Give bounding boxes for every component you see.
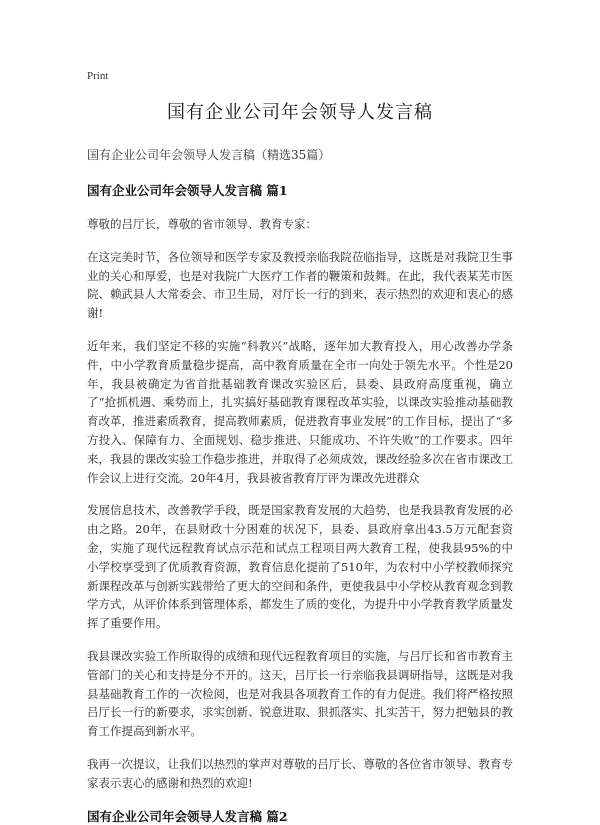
- document-subtitle: 国有企业公司年会领导人发言稿（精选35篇）: [87, 148, 331, 162]
- paragraph-salutation: 尊敬的吕厅长，尊敬的省市领导、教育专家：: [87, 217, 317, 231]
- print-link[interactable]: Print: [87, 70, 109, 82]
- section-heading-1: 国有企业公司年会领导人发言稿 篇1: [87, 183, 288, 198]
- paragraph-achievements: 我县课改实验工作所取得的成绩和现代远程教育项目的实施，与吕厅长和省市教育主管部门的关心和支持是分不开的。这天，吕厅长一行亲临我县调研指导，这既是对我县基础教育工作的一次检阅，也是对我县各项教育工作的有力促进。我们将严格按照吕厅长一行的新要求，求实创新、锐意进取、狠抓落实、扎实苦干，努力把勉县的教育工作提高到新水平。: [87, 648, 513, 739]
- paragraph-reform: 近年来，我们坚定不移的实施“科教兴”战略，逐年加大教育投入，用心改善办学条件，中小学教育质量稳步提高，高中教育质量在全市一向处于领先水平。个性是20年，我县被确定为省首批基础教育课改实验区后，县委、县政府高度重视，确立了“抢抓机遇、乘势而上，扎实搞好基础教育课程改革实验，以课改实验推动基础教育改革，推进素质教育，提高教师素质，促进教育事业发展”的工作目标，提出了“多方投入、保障有力、全面规划、稳步推进、只能成功、不许失败”的工作要求。四年来，我县的课改实验工作稳步推进，并取得了必须成效，课改经验多次在省市课改工作会议上进行交流。20年4月，我县被省教育厅评为课改先进群众: [87, 338, 513, 485]
- paragraph-technology: 发展信息技术，改善教学手段，既是国家教育发展的大趋势，也是我县教育发展的必由之路。20年，在县财政十分困难的状况下，县委、县政府拿出43.5万元配套资金，实施了现代远程教育试点示范和试点工程项目两大教育工程，使我县95%的中小学校享受到了优质教育资源，教育信息化提前了510年，为农村中小学校教师探究新课程改革与创新实践带给了更大的空间和条件，更使我县中小学校从教育观念到教学方式，从评价体系到管理体系，都发生了质的变化，为提升中小学教育教学质量发挥了重要作用。: [87, 503, 513, 631]
- paragraph-closing: 我再一次提议，让我们以热烈的掌声对尊敬的吕厅长、尊敬的各位省市领导、教育专家表示衷心的感谢和热烈的欢迎!: [87, 756, 513, 790]
- section-heading-2: 国有企业公司年会领导人发言稿 篇2: [87, 808, 288, 824]
- document-title: 国有企业公司年会领导人发言稿: [167, 102, 433, 123]
- paragraph-welcome: 在这完美时节，各位领导和医学专家及教授亲临我院莅临指导，这既是对我院卫生事业的关心和厚爱，也是对我院广大医疗工作者的鞭策和鼓舞。在此，我代表某芜市医院、赖武县人大常委会、市卫生局，对厅长一行的到来，表示热烈的欢迎和衷心的感谢!: [87, 249, 513, 321]
